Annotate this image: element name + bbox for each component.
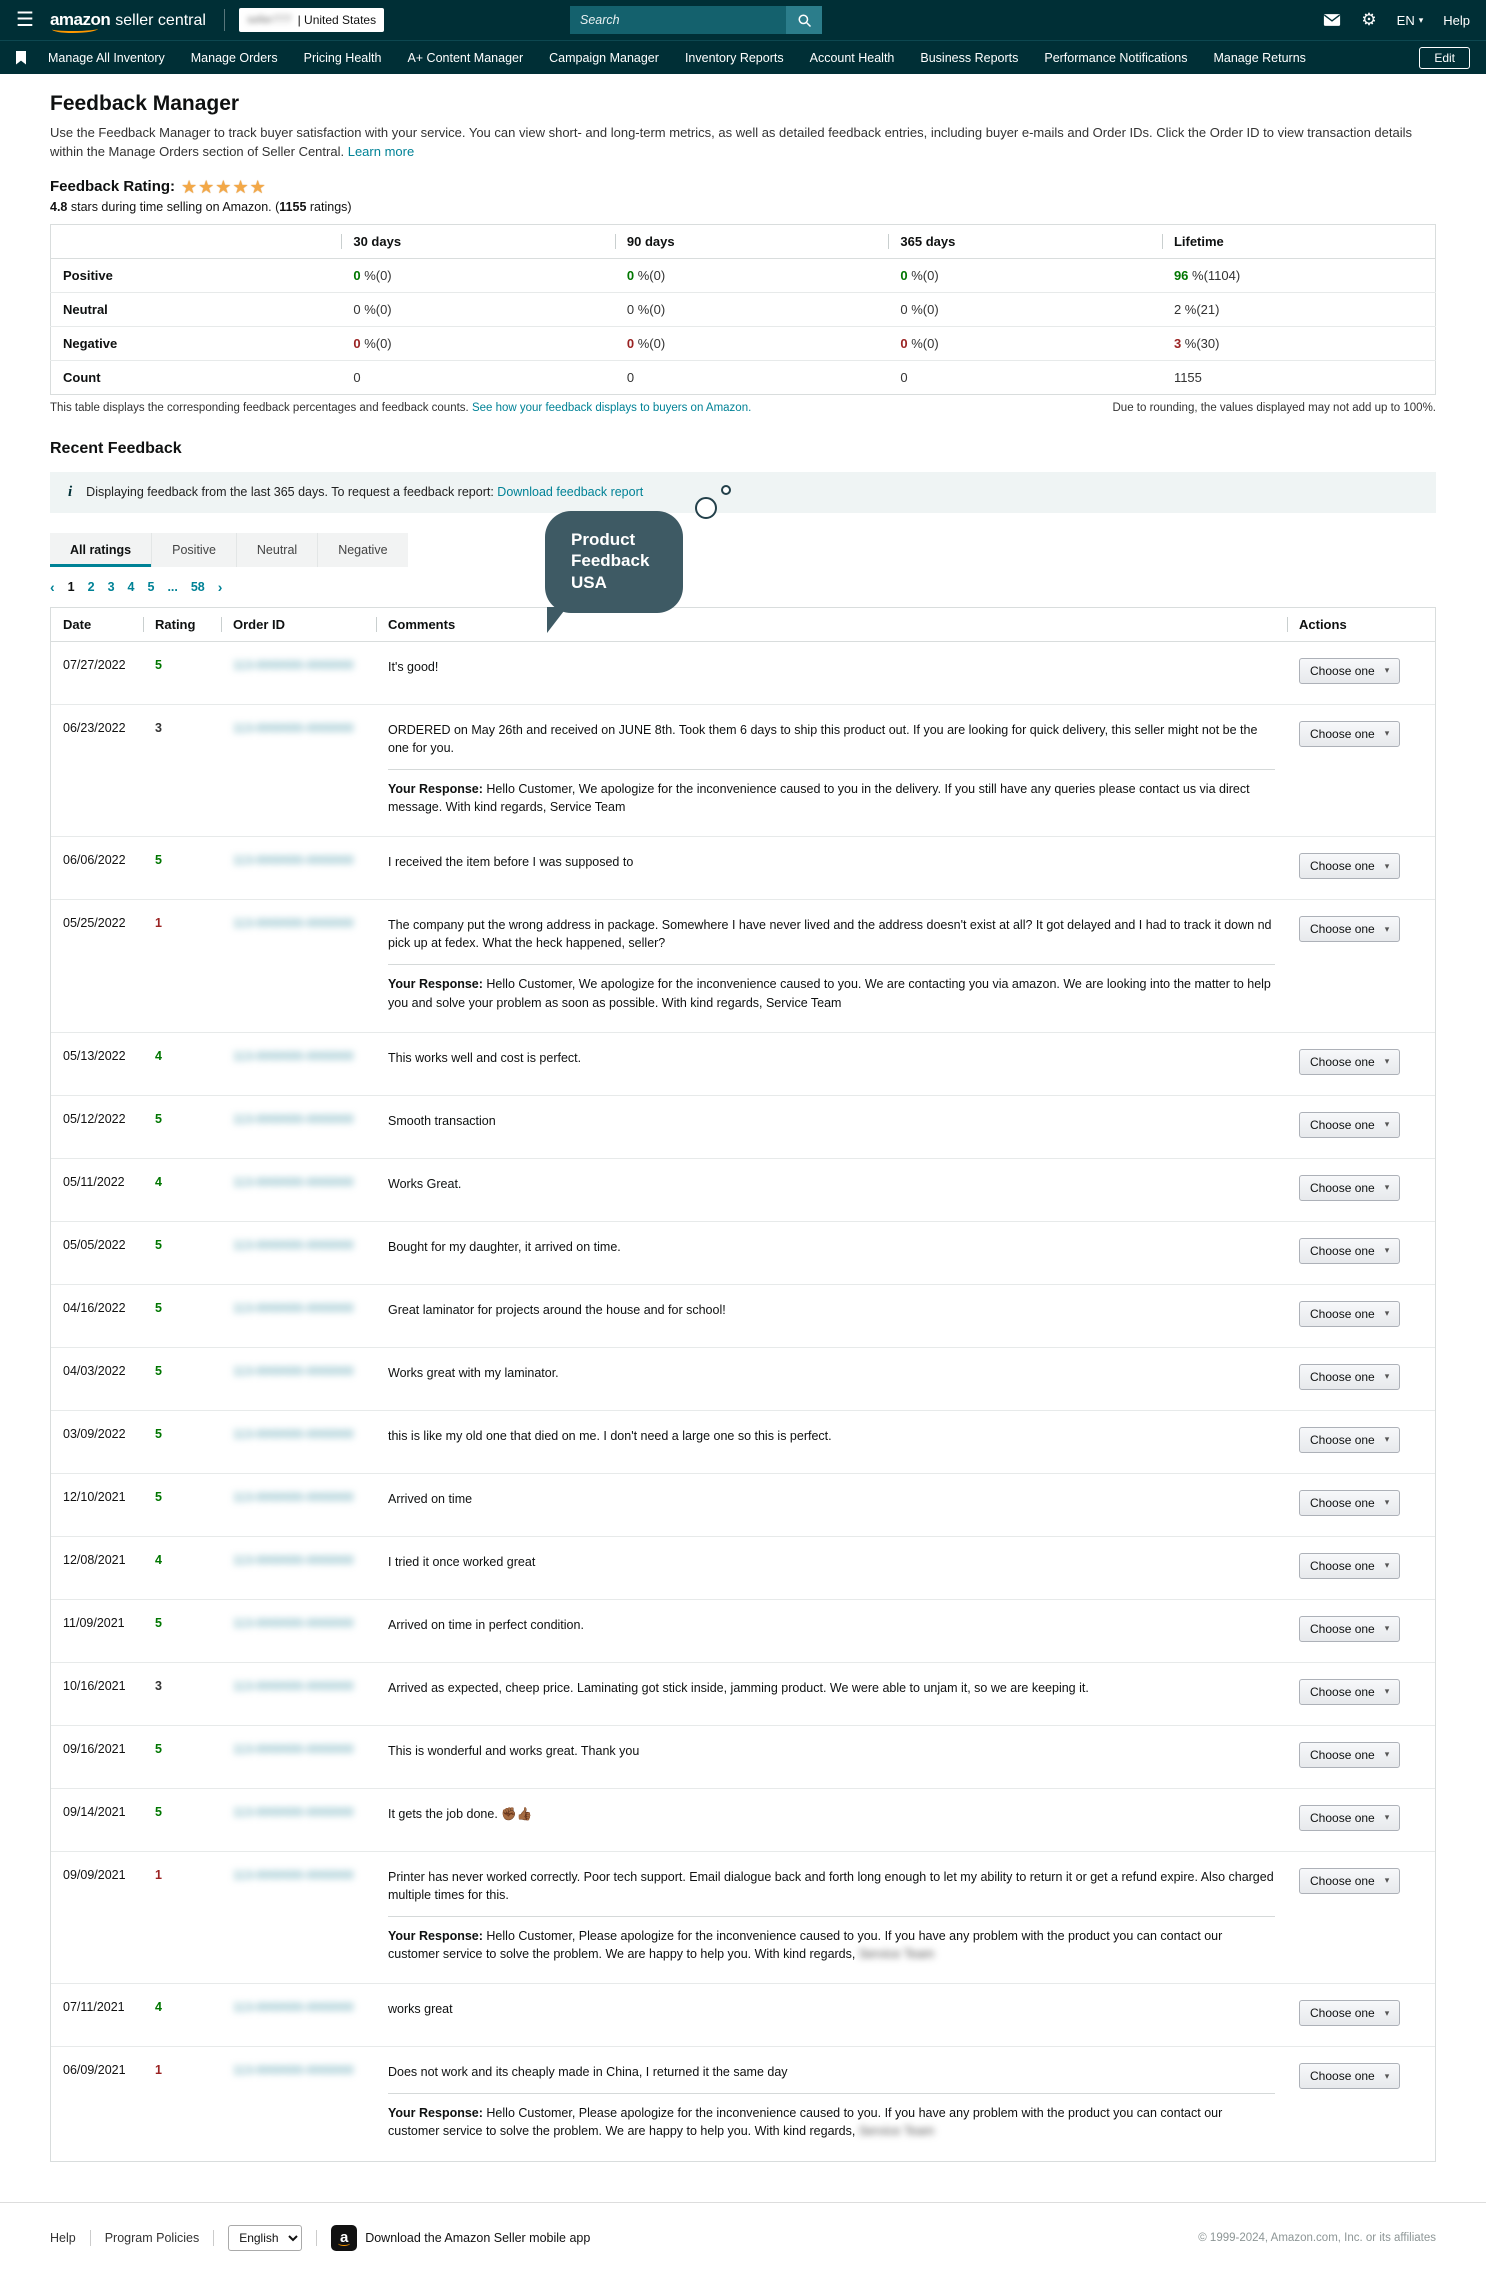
feedback-row <box>51 1600 1435 1663</box>
choose-one-dropdown[interactable]: Choose one ▾ <box>1299 2063 1400 2089</box>
language-label: EN <box>1396 12 1415 28</box>
secondary-nav <box>0 40 1486 74</box>
feedback-rating-value: 1 <box>155 1867 162 1882</box>
feedback-date: 12/08/2021 <box>63 1552 126 1567</box>
chevron-down-icon: ▾ <box>1384 1308 1390 1319</box>
feedback-row <box>51 1852 1435 1985</box>
bubble-dot-decoration <box>713 527 719 533</box>
feedback-table <box>50 607 1436 2162</box>
edit-button[interactable]: Edit <box>1419 47 1470 69</box>
feedback-row <box>51 1033 1435 1096</box>
divider <box>316 2230 317 2246</box>
nav-item[interactable]: A+ Content Manager <box>407 50 524 65</box>
feedback-date: 05/11/2022 <box>63 1174 125 1189</box>
account-name-masked: seller777 <box>246 14 292 26</box>
order-id-link-masked[interactable]: 113-0000000-0000000 <box>233 1615 354 1630</box>
feedback-rating-value: 5 <box>155 1804 162 1819</box>
feedback-row <box>51 1537 1435 1600</box>
nav-item[interactable]: Account Health <box>809 50 895 65</box>
feedback-comment: Smooth transaction <box>388 1113 496 1128</box>
feedback-date: 05/13/2022 <box>63 1048 126 1063</box>
page-title: Feedback Manager <box>50 92 240 115</box>
amazon-app-icon: a <box>331 2225 357 2251</box>
feedback-rating-value: 4 <box>155 1174 162 1189</box>
footer-help-link[interactable]: Help <box>50 2230 76 2245</box>
stats-value-cell: 0 <box>341 360 615 394</box>
your-response-label: Your Response: <box>388 1928 487 1943</box>
stats-caption-left: This table displays the corresponding feedback percentages and feedback counts. See how your feedback displays to buyers on Amazon. <box>50 401 752 414</box>
feedback-comment: This works well and cost is perfect. <box>388 1050 582 1065</box>
feedback-date: 06/23/2022 <box>63 720 126 735</box>
chevron-down-icon: ▾ <box>1384 1119 1390 1130</box>
divider <box>213 2230 214 2246</box>
star-rating-icons: ★★★★★ <box>181 176 267 197</box>
stats-value-cell: 0 %(0) <box>615 326 889 360</box>
feedback-date: 05/12/2022 <box>63 1111 126 1126</box>
order-id-link-masked[interactable]: 113-0000000-0000000 <box>233 1426 354 1441</box>
feedback-comment: Great laminator for projects around the house and for school! <box>388 1302 726 1317</box>
hamburger-menu-icon[interactable]: ☰ <box>16 9 34 31</box>
feedback-row <box>51 1348 1435 1411</box>
choose-one-dropdown[interactable]: Choose one ▾ <box>1299 1490 1400 1516</box>
feedback-date: 05/05/2022 <box>63 1237 126 1252</box>
nav-item[interactable]: Manage All Inventory <box>48 50 165 65</box>
chevron-down-icon: ▾ <box>1384 1623 1390 1634</box>
response-signature-masked: Service Team <box>858 1947 935 1962</box>
tab-all-ratings[interactable]: All ratings <box>50 533 152 567</box>
feedback-date: 10/16/2021 <box>63 1678 126 1693</box>
stats-value-cell: 0 <box>888 360 1162 394</box>
divider <box>90 2230 91 2246</box>
feedback-date: 04/16/2022 <box>63 1300 126 1315</box>
nav-item[interactable]: Inventory Reports <box>684 50 784 65</box>
feedback-rating-value: 5 <box>155 1615 162 1630</box>
tab-negative[interactable]: Negative <box>338 542 388 557</box>
chevron-down-icon: ▾ <box>1384 1371 1390 1382</box>
stats-value-cell: 0 %(0) <box>341 326 615 360</box>
chevron-down-icon: ▾ <box>1384 1434 1390 1445</box>
chevron-down-icon: ▾ <box>1384 1749 1390 1760</box>
feedback-rating-value: 5 <box>155 1237 162 1252</box>
stats-value-cell: 96 %(1104) <box>1173 267 1241 283</box>
feedback-row <box>51 705 1435 838</box>
order-id-link-masked[interactable]: 113-0000000-0000000 <box>233 1804 354 1819</box>
seller-response: Your Response: Hello Customer, We apologize for the inconvenience caused to you in the delivery. If you still have any queries please contact us via direct message. With kind regards, Service Team <box>388 769 1275 816</box>
feedback-comment: Bought for my daughter, it arrived on time. <box>388 1239 621 1254</box>
chevron-down-icon: ▾ <box>1384 1875 1390 1886</box>
choose-one-dropdown[interactable]: Choose one ▾ <box>1299 1112 1400 1138</box>
feedback-comment: I received the item before I was supposed to <box>388 855 634 870</box>
choose-one-dropdown[interactable]: Choose one ▾ <box>1299 1742 1400 1768</box>
feedback-rating-value: 4 <box>155 2000 162 2015</box>
choose-one-dropdown[interactable]: Choose one ▾ <box>1299 1175 1400 1201</box>
nav-item[interactable]: Pricing Health <box>303 50 382 65</box>
stats-row-label: Neutral <box>51 292 342 326</box>
choose-one-dropdown[interactable]: Choose one ▾ <box>1299 1805 1400 1831</box>
feedback-comment: It gets the job done. ✊🏾👍🏾 <box>388 1806 533 1821</box>
stats-column-header: 30 days <box>341 224 615 258</box>
feedback-date: 07/27/2022 <box>63 657 126 672</box>
feedback-date: 06/06/2022 <box>63 853 126 868</box>
choose-one-dropdown[interactable]: Choose one ▾ <box>1299 853 1400 879</box>
order-id-link-masked[interactable]: 113-0000000-0000000 <box>233 1048 354 1063</box>
tab-positive[interactable]: Positive <box>152 533 237 567</box>
product-feedback-usa-sticker <box>545 511 755 613</box>
feedback-date: 09/14/2021 <box>63 1804 126 1819</box>
page-link[interactable]: 3 <box>107 579 115 594</box>
page-description: Use the Feedback Manager to track buyer satisfaction with your service. You can view short- and long-term metrics, as well as detailed feedback entries, including buyer e-mails and Order IDs. Click the Order ID to view transaction details within the Manage Orders section of Seller Central. Learn more <box>50 125 1413 159</box>
chevron-down-icon: ▾ <box>1384 665 1390 676</box>
feedback-row <box>51 900 1435 1033</box>
stats-corner-cell <box>51 224 342 258</box>
feedback-comment: It's good! <box>388 659 439 674</box>
language-selector[interactable] <box>1397 13 1424 28</box>
order-id-link-masked[interactable]: 113-0000000-0000000 <box>233 657 354 672</box>
feedback-rating-value: 5 <box>155 1363 162 1378</box>
stats-column-header: 365 days <box>888 224 1162 258</box>
next-page-arrow[interactable]: › <box>217 578 223 595</box>
footer-program-policies-link[interactable]: Program Policies <box>104 2230 200 2245</box>
seller-central-wordmark: seller central <box>115 12 206 29</box>
feedback-rating-value: 3 <box>155 1678 162 1693</box>
feedback-row <box>51 2047 1435 2160</box>
your-response-label: Your Response: <box>388 781 487 796</box>
feedback-rating-label: Feedback Rating: <box>50 178 176 196</box>
feedback-rating-value: 5 <box>155 853 162 868</box>
stats-column-header: Lifetime <box>1162 224 1436 258</box>
feedback-comment: Works great with my laminator. <box>388 1365 559 1380</box>
choose-one-dropdown[interactable]: Choose one ▾ <box>1299 658 1400 684</box>
feedback-row <box>51 1789 1435 1852</box>
page-link[interactable]: 5 <box>147 579 155 594</box>
chevron-down-icon: ▾ <box>1418 14 1424 25</box>
order-id-link-masked[interactable]: 113-0000000-0000000 <box>233 1741 354 1756</box>
top-bar <box>0 0 1486 40</box>
your-response-label: Your Response: <box>388 977 487 992</box>
stats-body <box>51 258 1436 394</box>
order-id-link-masked[interactable]: 113-0000000-0000000 <box>233 2000 354 2015</box>
feedback-comment: Arrived on time <box>388 1491 473 1506</box>
order-id-link-masked[interactable]: 113-0000000-0000000 <box>233 916 354 931</box>
page-link[interactable]: 58 <box>190 579 205 594</box>
choose-one-dropdown[interactable]: Choose one ▾ <box>1299 1049 1400 1075</box>
divider <box>224 9 225 31</box>
page-ellipsis: ... <box>167 579 178 594</box>
feedback-rating-value: 5 <box>155 657 162 672</box>
amazon-smile-icon <box>52 25 98 33</box>
choose-one-dropdown[interactable]: Choose one ▾ <box>1299 1553 1400 1579</box>
stats-value-cell: 1155 <box>1162 360 1436 394</box>
order-id-link-masked[interactable]: 113-0000000-0000000 <box>233 720 354 735</box>
chevron-down-icon: ▾ <box>1384 1245 1390 1256</box>
page-link[interactable]: 2 <box>87 579 95 594</box>
stats-row <box>51 326 1436 360</box>
account-selector[interactable] <box>239 8 384 32</box>
feedback-comment: works great <box>388 2002 453 2017</box>
feedback-date: 11/09/2021 <box>63 1615 125 1630</box>
download-app-link[interactable]: Download the Amazon Seller mobile app <box>365 2230 591 2245</box>
copyright-text: © 1999-2024, Amazon.com, Inc. or its affiliates <box>1198 2231 1436 2244</box>
search-input[interactable] <box>570 6 786 34</box>
stats-header-row <box>51 224 1436 258</box>
order-id-link-masked[interactable]: 113-0000000-0000000 <box>233 853 354 868</box>
column-header-rating: Rating <box>143 608 221 641</box>
seller-response: Your Response: Hello Customer, Please apologize for the inconvenience caused to you. If you have any problem with the product you can contact our customer service to solve the problem. We are happy to help you. With kind regards, Service Team <box>388 1916 1275 1963</box>
feedback-comment: Printer has never worked correctly. Poor tech support. Email dialogue back and forth long enough to let my ability to return it or get a refund expire. Also charged multiple times for this. <box>388 1869 1274 1902</box>
stats-row-label: Negative <box>51 326 342 360</box>
chevron-down-icon: ▾ <box>1384 923 1390 934</box>
feedback-comment: The company put the wrong address in package. Somewhere I have never lived and the address doesn't exist at all? It got delayed and I had to track it down nd pick up at fedex. What the heck happened, seller? <box>388 918 1272 951</box>
stats-caption-right: Due to rounding, the values displayed may not add up to 100%. <box>1112 401 1436 414</box>
seller-response: Your Response: Hello Customer, We apologize for the inconvenience caused to you. We are contacting you via amazon. We are looking into the matter to help you and solve your problem as soon as possible. With kind regards, Service Team <box>388 964 1275 1011</box>
chevron-down-icon: ▾ <box>1384 2007 1390 2018</box>
feedback-date: 12/10/2021 <box>63 1489 126 1504</box>
stats-row <box>51 258 1436 292</box>
column-header-actions: Actions <box>1287 608 1435 641</box>
main-content <box>0 74 1486 2162</box>
amazon-seller-central-logo[interactable] <box>50 10 206 30</box>
feedback-date: 09/09/2021 <box>63 1867 126 1882</box>
stats-value-cell: 0 <box>615 360 889 394</box>
stats-row-label: Positive <box>63 267 113 283</box>
feedback-rating-value: 1 <box>155 916 162 931</box>
tab-neutral[interactable]: Neutral <box>237 533 318 567</box>
help-link[interactable]: Help <box>1443 12 1470 28</box>
stats-value-cell: 0 %(0) <box>353 267 392 283</box>
speech-bubble: Product Feedback USA <box>545 511 683 613</box>
feedback-comment: Works Great. <box>388 1176 462 1191</box>
rating-filter-tabs <box>50 533 408 567</box>
choose-one-dropdown[interactable]: Choose one ▾ <box>1299 1301 1400 1327</box>
feedback-row <box>51 1984 1435 2047</box>
choose-one-dropdown[interactable]: Choose one ▾ <box>1299 2000 1400 2026</box>
download-feedback-report-link[interactable]: Download feedback report <box>497 485 644 500</box>
choose-one-dropdown[interactable]: Choose one ▾ <box>1299 916 1400 942</box>
feedback-rating-value: 3 <box>155 720 162 735</box>
feedback-date: 03/09/2022 <box>63 1426 126 1441</box>
column-header-order-id: Order ID <box>221 608 376 641</box>
feedback-comment: This is wonderful and works great. Thank you <box>388 1743 640 1758</box>
your-response-label: Your Response: <box>388 2106 487 2121</box>
stats-value-cell: 0 %(0) <box>341 292 615 326</box>
feedback-table-header <box>51 608 1435 642</box>
feedback-row <box>51 1663 1435 1726</box>
feedback-comment: Arrived as expected, cheep price. Laminating got stick inside, jamming product. We were able to unjam it, so we are keeping it. <box>388 1680 1089 1695</box>
choose-one-dropdown[interactable]: Choose one ▾ <box>1299 1238 1400 1264</box>
feedback-rating-value: 5 <box>155 1300 162 1315</box>
chevron-down-icon: ▾ <box>1384 1686 1390 1697</box>
order-id-link-masked[interactable]: 113-0000000-0000000 <box>233 2063 354 2078</box>
learn-more-link[interactable]: Learn more <box>347 143 415 159</box>
footer <box>0 2202 1486 2281</box>
feedback-date: 07/11/2021 <box>63 2000 125 2015</box>
feedback-comment: I tried it once worked great <box>388 1554 536 1569</box>
chevron-down-icon: ▾ <box>1384 1560 1390 1571</box>
column-header-comments: Comments <box>376 608 1287 641</box>
choose-one-dropdown[interactable]: Choose one ▾ <box>1299 1616 1400 1642</box>
feedback-comment: Does not work and its cheaply made in China, I returned it the same day <box>388 2065 788 2080</box>
feedback-row <box>51 1096 1435 1159</box>
order-id-link-masked[interactable]: 113-0000000-0000000 <box>233 1552 354 1567</box>
feedback-rating-value: 5 <box>155 1111 162 1126</box>
messages-icon[interactable] <box>1323 13 1341 27</box>
recent-feedback-title: Recent Feedback <box>50 439 182 457</box>
feedback-rating-value: 4 <box>155 1552 162 1567</box>
search-bar <box>570 6 822 34</box>
rating-summary: 4.8 stars during time selling on Amazon. (1155 ratings) <box>50 199 352 214</box>
feedback-date: 06/09/2021 <box>63 2063 126 2078</box>
page-link[interactable]: 1 <box>67 579 75 594</box>
feedback-date: 09/16/2021 <box>63 1741 126 1756</box>
feedback-row <box>51 642 1435 705</box>
stats-value-cell: 3 %(30) <box>1162 326 1436 360</box>
feedback-rating-value: 5 <box>155 1741 162 1756</box>
feedback-comment: this is like my old one that died on me. I don't need a large one so this is perfect. <box>388 1428 832 1443</box>
prev-page-arrow[interactable]: ‹ <box>50 578 55 595</box>
nav-item[interactable]: Business Reports <box>920 50 1019 65</box>
order-id-link-masked[interactable]: 113-0000000-0000000 <box>233 1111 354 1126</box>
chevron-down-icon: ▾ <box>1384 1812 1390 1823</box>
feedback-row <box>51 1285 1435 1348</box>
chevron-down-icon: ▾ <box>1384 1056 1390 1067</box>
choose-one-dropdown[interactable]: Choose one ▾ <box>1299 721 1400 747</box>
feedback-comment: ORDERED on May 26th and received on JUNE 8th. Took them 6 days to ship this product out. If you are looking for quick delivery, this seller might not be the one for you. <box>388 722 1258 755</box>
chevron-down-icon: ▾ <box>1384 728 1390 739</box>
feedback-comment: Arrived on time in perfect condition. <box>388 1617 584 1632</box>
nav-item[interactable]: Campaign Manager <box>549 50 659 65</box>
stats-row <box>51 360 1436 394</box>
info-icon: i <box>68 483 73 500</box>
feedback-rows <box>51 642 1435 2161</box>
feedback-rating-value: 5 <box>155 1489 162 1504</box>
subnav-items <box>48 51 1306 65</box>
account-region: | United States <box>297 13 377 27</box>
feedback-date: 04/03/2022 <box>63 1363 126 1378</box>
bookmark-icon[interactable] <box>16 51 26 65</box>
response-signature-masked: Service Team <box>858 2124 935 2139</box>
stats-value-cell: 0 %(0) <box>888 292 1162 326</box>
footer-language-select[interactable] <box>228 2225 302 2251</box>
choose-one-dropdown[interactable]: Choose one ▾ <box>1299 1679 1400 1705</box>
info-banner: i Displaying feedback from the last 365 days. To request a feedback report: Download feedback report <box>50 472 1436 513</box>
settings-gear-icon[interactable]: ⚙ <box>1361 10 1377 29</box>
order-id-link-masked[interactable]: 113-0000000-0000000 <box>233 1300 354 1315</box>
feedback-row <box>51 1411 1435 1474</box>
stats-row-label: Count <box>51 360 342 394</box>
order-id-link-masked[interactable]: 113-0000000-0000000 <box>233 1363 354 1378</box>
chevron-down-icon: ▾ <box>1384 1182 1390 1193</box>
order-id-link-masked[interactable]: 113-0000000-0000000 <box>233 1174 354 1189</box>
order-id-link-masked[interactable]: 113-0000000-0000000 <box>233 1489 354 1504</box>
stats-value-cell: 0 %(0) <box>900 267 939 283</box>
order-id-link-masked[interactable]: 113-0000000-0000000 <box>233 1867 354 1882</box>
order-id-link-masked[interactable]: 113-0000000-0000000 <box>233 1678 354 1693</box>
search-button[interactable] <box>786 6 822 34</box>
feedback-rating-value: 4 <box>155 1048 162 1063</box>
stats-value-cell: 0 %(0) <box>615 292 889 326</box>
feedback-row <box>51 1726 1435 1789</box>
stats-value-cell: 2 %(21) <box>1162 292 1436 326</box>
chevron-down-icon: ▾ <box>1384 1497 1390 1508</box>
seller-response: Your Response: Hello Customer, Please apologize for the inconvenience caused to you. If you have any problem with the product you can contact our customer service to solve the problem. We are happy to help you. With kind regards, Service Team <box>388 2093 1275 2140</box>
chevron-down-icon: ▾ <box>1384 860 1390 871</box>
nav-item[interactable]: Performance Notifications <box>1044 50 1188 65</box>
stats-value-cell: 0 %(0) <box>626 267 666 283</box>
page-link[interactable]: 4 <box>127 579 135 594</box>
feedback-row <box>51 1222 1435 1285</box>
pagination <box>50 579 1436 595</box>
nav-item[interactable]: Manage Orders <box>190 50 278 65</box>
stats-value-cell: 0 %(0) <box>888 326 1162 360</box>
feedback-row <box>51 837 1435 900</box>
order-id-link-masked[interactable]: 113-0000000-0000000 <box>233 1237 354 1252</box>
column-header-date: Date <box>63 616 92 632</box>
amazon-wordmark: amazon <box>50 10 110 30</box>
feedback-rating-value: 1 <box>155 2063 162 2078</box>
feedback-row <box>51 1474 1435 1537</box>
feedback-date: 05/25/2022 <box>63 916 126 931</box>
choose-one-dropdown[interactable]: Choose one ▾ <box>1299 1427 1400 1453</box>
stats-column-header: 90 days <box>615 224 889 258</box>
choose-one-dropdown[interactable]: Choose one ▾ <box>1299 1868 1400 1894</box>
feedback-display-link[interactable]: See how your feedback displays to buyers on Amazon. <box>471 401 752 414</box>
feedback-rating-value: 5 <box>155 1426 162 1441</box>
choose-one-dropdown[interactable]: Choose one ▾ <box>1299 1364 1400 1390</box>
search-icon <box>797 13 812 28</box>
nav-item[interactable]: Manage Returns <box>1213 50 1306 65</box>
stats-row <box>51 292 1436 326</box>
feedback-row <box>51 1159 1435 1222</box>
feedback-stats-table <box>50 224 1436 395</box>
chevron-down-icon: ▾ <box>1384 2070 1390 2081</box>
